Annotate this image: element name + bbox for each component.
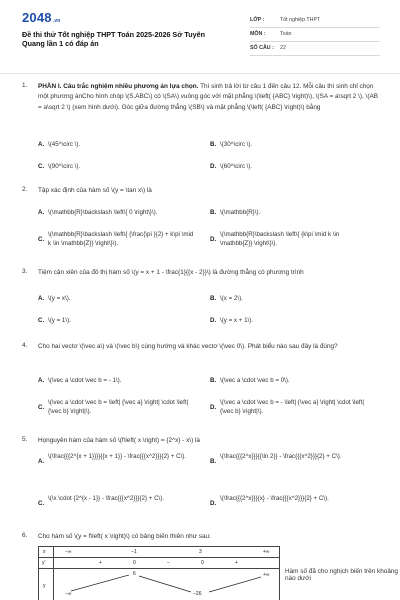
derivative-sign: − (167, 560, 170, 566)
question-number: 6. (22, 532, 28, 539)
x-value: −∞ (65, 549, 72, 555)
decreasing-arrow (139, 576, 191, 592)
increasing-arrow (209, 577, 261, 592)
x-value: 3 (199, 549, 202, 555)
derivative-sign: + (99, 560, 102, 566)
y-value: −∞ (65, 591, 72, 597)
info-row-class (250, 14, 380, 28)
question-text: Cho hai vectơ \(\vec a\) và \(\vec b\) cùng hướng và khác vectơ \(\vec 0\). Phát biểu nào sau đây là đúng? (38, 343, 338, 350)
x-value: +∞ (263, 549, 270, 555)
question-number: 1. (22, 82, 28, 89)
info-key: MÔN : (250, 31, 266, 37)
derivative-sign: 0 (201, 560, 204, 566)
info-value: Toán (280, 31, 292, 37)
exam-info-panel (250, 14, 380, 56)
info-value: 22 (280, 45, 286, 51)
exam-page: 2048.vn Đề thi thử Tốt nghiệp THPT Toán 2025-2026 Sở Tuyên Quang lần 1 có đáp án LỚP : Tốt nghiệp THPT MÔN : Toán SỐ CÂU : 22 1. PHẦN I. Câu trắc nghiệm nhiều phương án lựa chọn. Thí sinh trả lời từ câu 1 đến câu 12. Mỗi câu thí sinh chỉ chọn một phương ánCho hình chóp \(S.ABC\) có \(SA\) vuông góc với mặt phẳng \(\left( {ABC} \right)\), \(SA = a\sqrt 2 \), \(AB = a\sqrt 2 \) (xem hình dưới). Góc giữa đường thẳng \(SB\) và mặt phẳng \(\left( {ABC} \right)\) bằng A. \(45^\circ \). B. \(30^\circ \). C. \(90^\circ \). D. \(60^\circ \). 2. Tập xác định của hàm số \(y = \tan x\) là A. \(\mathbb{R}\backslash \left\{ 0 \right\}\). B. \(\mathbb{R}\). C. \(\mathbb{R}\backslash \left\{ {\frac{\pi }{2} + k\pi \mid k \in \mathbb{Z}} \right\}\). D. \(\mathbb{R}\backslash \left\{ {k\pi \mid k \in \mathbb{Z}} \right\}\). 3. Tiệm cận xiên của đồ thị hàm số \(y = x + 1 - \frac{1}{{x - 2}}\) là đường thẳng có phương trình A. \(y = x\). B. \(x = 2\). C. \(y = 1\). D. \(y = x + 1\). 4. Cho hai vectơ \(\vec a\) và \(\vec b\) cùng hướng và khác vectơ \(\vec 0\). Phát biểu nào sau đây là đúng? A. \(\vec a \cdot \vec b = - 1\). B. \(\vec a \cdot \vec b = 0\). C. \(\vec a \cdot \vec b = \left| {\vec a} \right| \cdot \left| {\vec b} \right|\). D. \(\vec a \cdot \vec b = - \left| {\vec a} \right| \cdot \left| {\vec b} \right|\). 5. Họnguyên hàm của hàm số \(f\left( x \right) = {2^x} - x\) là A. \(\frac{{{2^{x + 1}}}}{{x + 1}} - \frac{{{x^2}}}{2} + C\). B. \(\frac{{{2^x}}}{{\ln 2}} - \frac{{{x^2}}}{2} + C\). C. \(\x \cdot {2^{x - 1}} - \frac{{{x^2}}}{2} + C\). D. \(\frac{{{2^x}}}{x} - \frac{{{x^2}}}{2} + C\). 6. Cho hàm số \(y = f\left( x \right)\) có bảng biến thiên như sau: x y' y −∞ −1 3 +∞ + 0 − 0 + −∞ 6 −26 +∞ Hàm số đã cho nghịch biến trên khoảng nào dưới (0, 0, 400, 600)
question-text: Tiệm cận xiên của đồ thị hàm số \(y = x + 1 - \frac{1}{{x - 2}}\) là đường thẳng có phương trình (38, 269, 304, 276)
variation-y-label: y (43, 583, 46, 589)
variation-derivative-label: y' (42, 560, 46, 566)
exam-title: Đề thi thử Tốt nghiệp THPT Toán 2025-2026 Sở Tuyên Quang lần 1 có đáp án (22, 30, 205, 48)
info-key: SỐ CÂU : (250, 45, 274, 51)
derivative-sign: + (235, 560, 238, 566)
variation-x-label: x (43, 549, 46, 555)
question-text: Họnguyên hàm của hàm số \(f\left( x \right) = {2^x} - x\) là (38, 437, 200, 444)
question-6-continuation: Hàm số đã cho nghịch biến trên khoảng nào dưới (285, 568, 398, 582)
question-number: 4. (22, 342, 28, 349)
question-text: PHẦN I. Câu trắc nghiệm nhiều phương án lựa chọn. Thí sinh trả lời từ câu 1 đến câu 12. Mỗi câu thí sinh chỉ chọn một phương ánCho hình chóp \(S.ABC\) có \(SA\) vuông góc với mặt phẳng \(\left( {ABC} \right)\), \(SA = a\sqrt 2 \), \(AB = a\sqrt 2 \) (xem hình dưới). Góc giữa đường thẳng \(SB\) và mặt phẳng \(\left( {ABC} \right)\) bằng (38, 83, 378, 111)
x-value: −1 (131, 549, 137, 555)
question-number: 3. (22, 268, 28, 275)
info-row-subject (250, 28, 380, 42)
site-logo[interactable]: 2048.vn (22, 10, 61, 25)
increasing-arrow (71, 575, 129, 591)
y-value: −26 (193, 591, 202, 597)
y-value: 6 (133, 571, 136, 577)
variation-arrows (39, 547, 279, 600)
info-key: LỚP : (250, 17, 265, 23)
section-heading: PHẦN I. Câu trắc nghiệm nhiều phương án lựa chọn. (38, 83, 199, 90)
question-number: 2. (22, 186, 28, 193)
question-text: Tập xác định của hàm số \(y = \tan x\) là (38, 187, 152, 194)
derivative-sign: 0 (133, 560, 136, 566)
variation-table (38, 546, 280, 600)
info-value: Tốt nghiệp THPT (280, 17, 321, 23)
question-number: 5. (22, 436, 28, 443)
info-row-count (250, 42, 380, 56)
exam-header (22, 10, 380, 64)
question-text: Cho hàm số \(y = f\left( x \right)\) có bảng biến thiên như sau: (38, 533, 211, 540)
header-divider (0, 73, 400, 74)
y-value: +∞ (263, 572, 270, 578)
